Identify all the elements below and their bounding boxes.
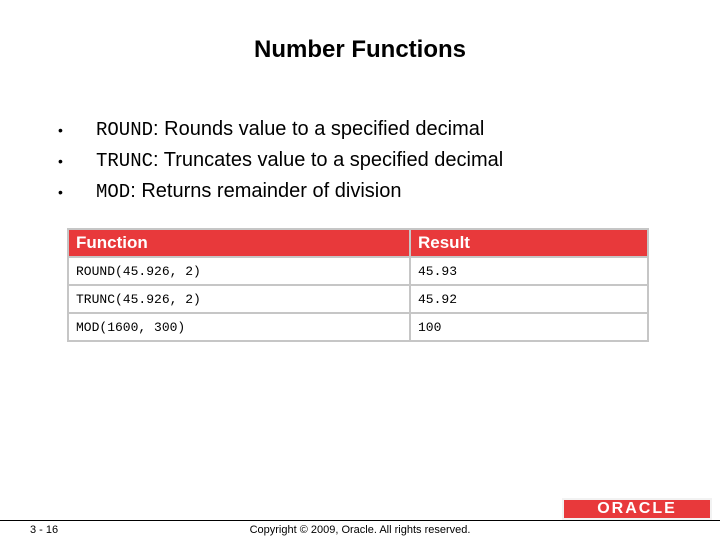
bullet-list bbox=[56, 114, 503, 207]
bullet-code: TRUNC bbox=[96, 149, 154, 172]
table-row bbox=[68, 285, 648, 313]
slide-title: Number Functions bbox=[253, 36, 466, 63]
cell-result: 45.92 bbox=[410, 285, 648, 313]
header-result: Result bbox=[410, 229, 648, 257]
bullet-icon: • bbox=[58, 183, 63, 200]
footer-divider bbox=[0, 520, 720, 521]
bullet-code: MOD bbox=[96, 180, 131, 203]
table-header-row bbox=[68, 229, 648, 257]
oracle-logo bbox=[562, 498, 712, 520]
cell-result: 45.93 bbox=[410, 257, 648, 285]
bullet-item-mod bbox=[56, 176, 503, 207]
logo-text: ORACLE bbox=[597, 500, 677, 517]
cell-function: MOD(1600, 300) bbox=[68, 313, 410, 341]
page-number: 3 - 16 bbox=[30, 524, 59, 536]
cell-function: TRUNC(45.926, 2) bbox=[68, 285, 410, 313]
bullet-item-trunc bbox=[56, 145, 503, 176]
table-row bbox=[68, 313, 648, 341]
bullet-text: : Rounds value to a specified decimal bbox=[153, 118, 485, 140]
bullet-code: ROUND bbox=[96, 118, 154, 141]
bullet-text: : Returns remainder of division bbox=[130, 180, 402, 202]
header-function: Function bbox=[68, 229, 410, 257]
copyright-text: Copyright © 2009, Oracle. All rights reserved. bbox=[249, 524, 471, 536]
cell-result: 100 bbox=[410, 313, 648, 341]
footer-bar bbox=[0, 497, 720, 521]
cell-function: ROUND(45.926, 2) bbox=[68, 257, 410, 285]
function-table bbox=[67, 228, 649, 342]
table-row bbox=[68, 257, 648, 285]
bullet-icon: • bbox=[58, 121, 63, 138]
bullet-text: : Truncates value to a specified decimal bbox=[153, 149, 504, 171]
bullet-icon: • bbox=[58, 152, 63, 169]
bullet-item-round bbox=[56, 114, 503, 145]
